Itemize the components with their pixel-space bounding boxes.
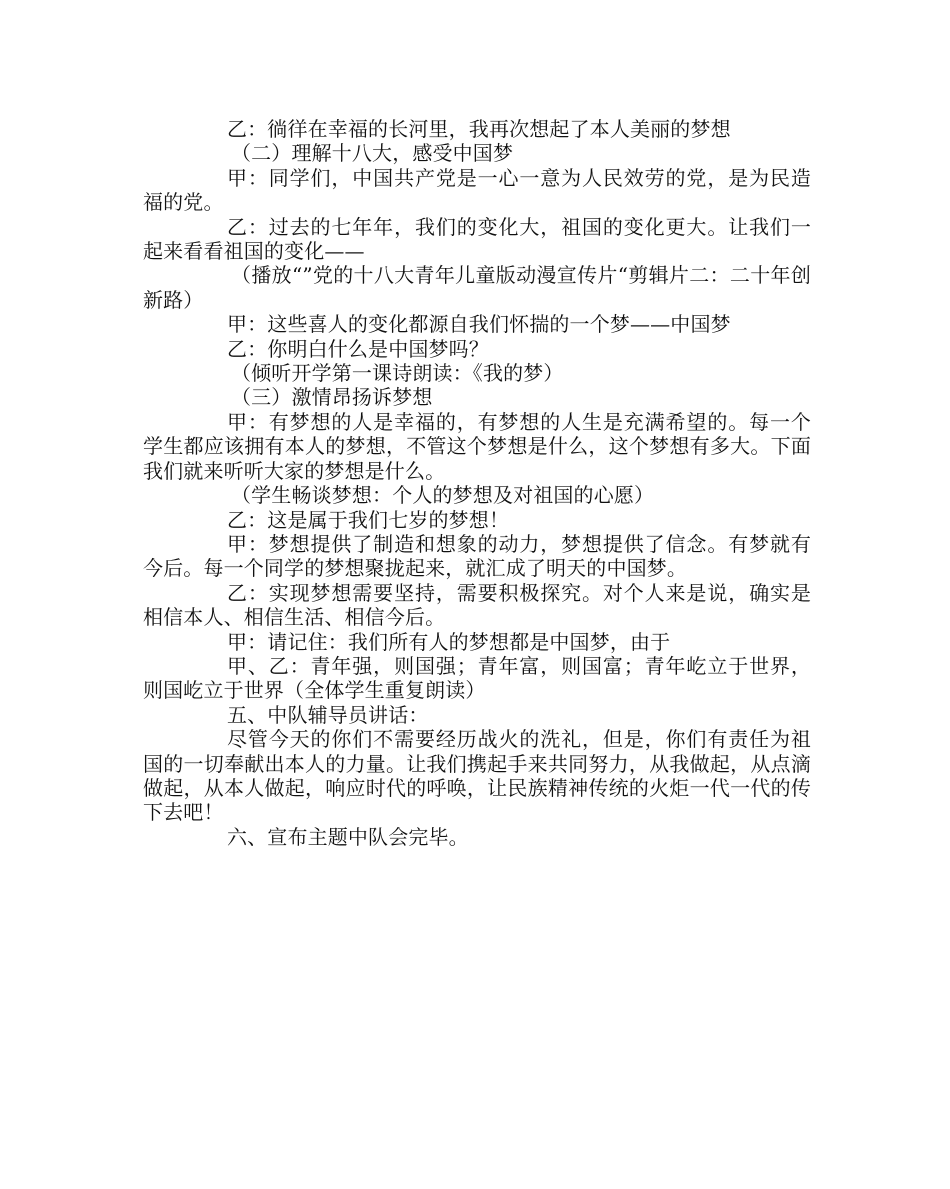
paragraph-section-heading: 六、宣布主题中队会完毕。: [227, 824, 469, 849]
paragraph-speech: 乙：过去的七年年，我们的变化大，祖国的变化更大。让我们一起来看看祖国的变化——: [143, 214, 811, 264]
paragraph-speech: 乙：徜徉在幸福的长河里，我再次想起了本人美丽的梦想: [227, 117, 731, 141]
paragraph-section-heading: 五、中队辅导员讲话：: [227, 702, 429, 727]
paragraph-speech: 甲：梦想提供了制造和想象的动力，梦想提供了信念。有梦就有今后。每一个同学的梦想聚拢起来，就汇成了明天的中国梦。: [143, 531, 811, 581]
paragraph-speech: 甲：这些喜人的变化都源自我们怀揣的一个梦——中国梦: [227, 312, 731, 337]
paragraph-body: 尽管今天的你们不需要经历战火的洗礼，但是，你们有责任为祖国的一切奉献出本人的力量。让我们携起手来共同努力，从我做起，从点滴做起，从本人做起，响应时代的呼唤，让民族精神传统的火炬一代一代的传下去吧！: [143, 727, 811, 825]
paragraph-speech: 乙：你明白什么是中国梦吗？: [227, 336, 489, 361]
paragraph-stage-note: （播放“”党的十八大青年儿童版动漫宣传片“剪辑片二：二十年创新路）: [143, 263, 811, 312]
paragraph-speech: 乙：这是属于我们七岁的梦想！: [227, 507, 510, 532]
paragraph-subheading: （三）激情昂扬诉梦想: [231, 385, 433, 410]
document-body: [143, 117, 811, 849]
paragraph-speech: 甲、乙：青年强，则国强；青年富，则国富；青年屹立于世界，则国屹立于世界（全体学生重复朗读）: [143, 653, 811, 703]
paragraph-speech: 甲：请记住：我们所有人的梦想都是中国梦，由于: [227, 629, 671, 654]
paragraph-speech: 乙：实现梦想需要坚持，需要积极探究。对个人来是说，确实是相信本人、相信生活、相信今后。: [143, 580, 811, 630]
paragraph-stage-note: （倾听开学第一课诗朗读：《我的梦）: [231, 361, 564, 386]
paragraph-stage-note: （学生畅谈梦想：个人的梦想及对祖国的心愿）: [231, 483, 655, 508]
paragraph-speech: 甲：有梦想的人是幸福的，有梦想的人生是充满希望的。每一个学生都应该拥有本人的梦想，不管这个梦想是什么，这个梦想有多大。下面我们就来听听大家的梦想是什么。: [143, 409, 811, 483]
paragraph-speech: 甲：同学们，中国共产党是一心一意为人民效劳的党，是为民造福的党。: [143, 165, 811, 215]
paragraph-subheading: （二）理解十八大，感受中国梦: [231, 141, 514, 166]
